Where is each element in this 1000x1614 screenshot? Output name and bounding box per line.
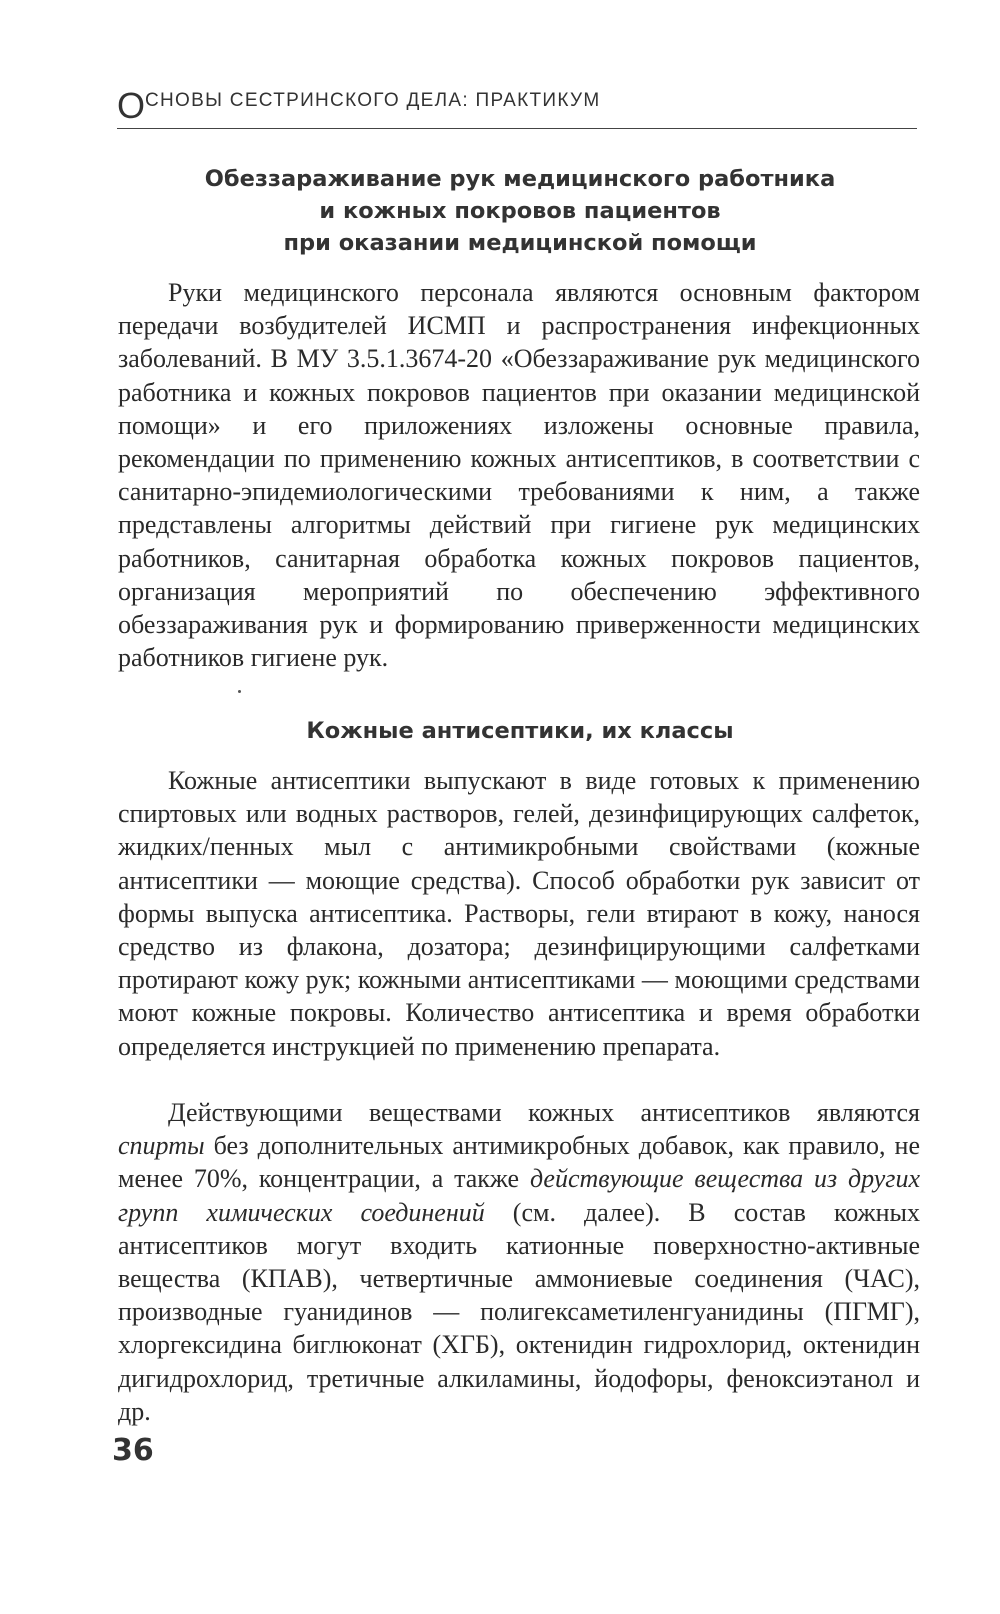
print-speck bbox=[238, 690, 241, 693]
antiseptics-paragraph-1: Кожные антисептики выпускают в виде готовых к применению спиртовых или водных растворов, гелей, дезинфицирующих салфеток, жидких/пенных мыл с антимикробными свойствами (кожные антисептики — моющие средства). Способ обработки рук зависит от формы выпуска антисептика. Растворы, гели втирают в кожу, нанося средство из флакона, дозатора; дезинфицирующими салфетками протирают кожу рук; кожными антисептиками — моющими средствами моют кожные покровы. Количество антисептика и время обработки определяется инструкцией по применению препарата. bbox=[118, 766, 920, 1061]
running-head-initial: О bbox=[117, 85, 146, 126]
running-head-title: СНОВЫ СЕСТРИНСКОГО ДЕЛА: ПРАКТИКУМ bbox=[145, 90, 601, 111]
italic-term-active-substances: действующие вещества из других групп химических соединений bbox=[118, 1164, 920, 1227]
intro-paragraph: Руки медицинского персонала являются основным фактором передачи возбудителей ИСМП и распространения инфекционных заболеваний. В МУ 3.5.1.3674-20 «Обеззараживание рук медицинского работника и кожных покровов пациентов при оказании медицинской помощи» и его приложениях изложены основные правила, рекомендации по применению кожных антисептиков, в соответствии с санитарно-эпидемиологическими требованиями к ним, а также представлены алгоритмы действий при гигиене рук медицинских работников, санитарная обработка кожных покровов пациентов, организация мероприятий по обеспечению эффективного обеззараживания рук и формированию приверженности медицинских работников гигиене рук. bbox=[118, 278, 920, 673]
subsection-title: Кожные антисептики, их классы bbox=[306, 718, 734, 744]
paragraph-text: без дополнительных антимикробных добавок, как правило, не менее 70%, концентрации, а также bbox=[118, 1131, 920, 1194]
section-title-line-3: при оказании медицинской помощи bbox=[283, 230, 757, 256]
antiseptics-paragraph-2 bbox=[118, 1096, 920, 1428]
page-number: 36 bbox=[112, 1433, 154, 1468]
section-title-line-1: Обеззараживание рук медицинского работника bbox=[204, 166, 836, 192]
italic-term-alcohols: спирты bbox=[118, 1131, 205, 1161]
paragraph-text: (см. далее). В состав кожных антисептиков могут входить катионные поверхностно-активные вещества (КПАВ), четвертичные аммониевые соединения (ЧАС), производные гуанидинов — полигексаметиленгуанидины (ПГМГ), хлоргексидина биглюконат (ХГБ), октенидин гидрохлорид, октенидин дигидрохлорид, третичные алкиламины, йодофоры, феноксиэтанол и др. bbox=[118, 1197, 921, 1426]
section-title-line-2: и кожных покровов пациентов bbox=[319, 198, 721, 224]
paragraph-text: Действующими веществами кожных антисептиков являются bbox=[168, 1098, 920, 1127]
section-title bbox=[120, 163, 920, 259]
running-head bbox=[117, 86, 917, 129]
